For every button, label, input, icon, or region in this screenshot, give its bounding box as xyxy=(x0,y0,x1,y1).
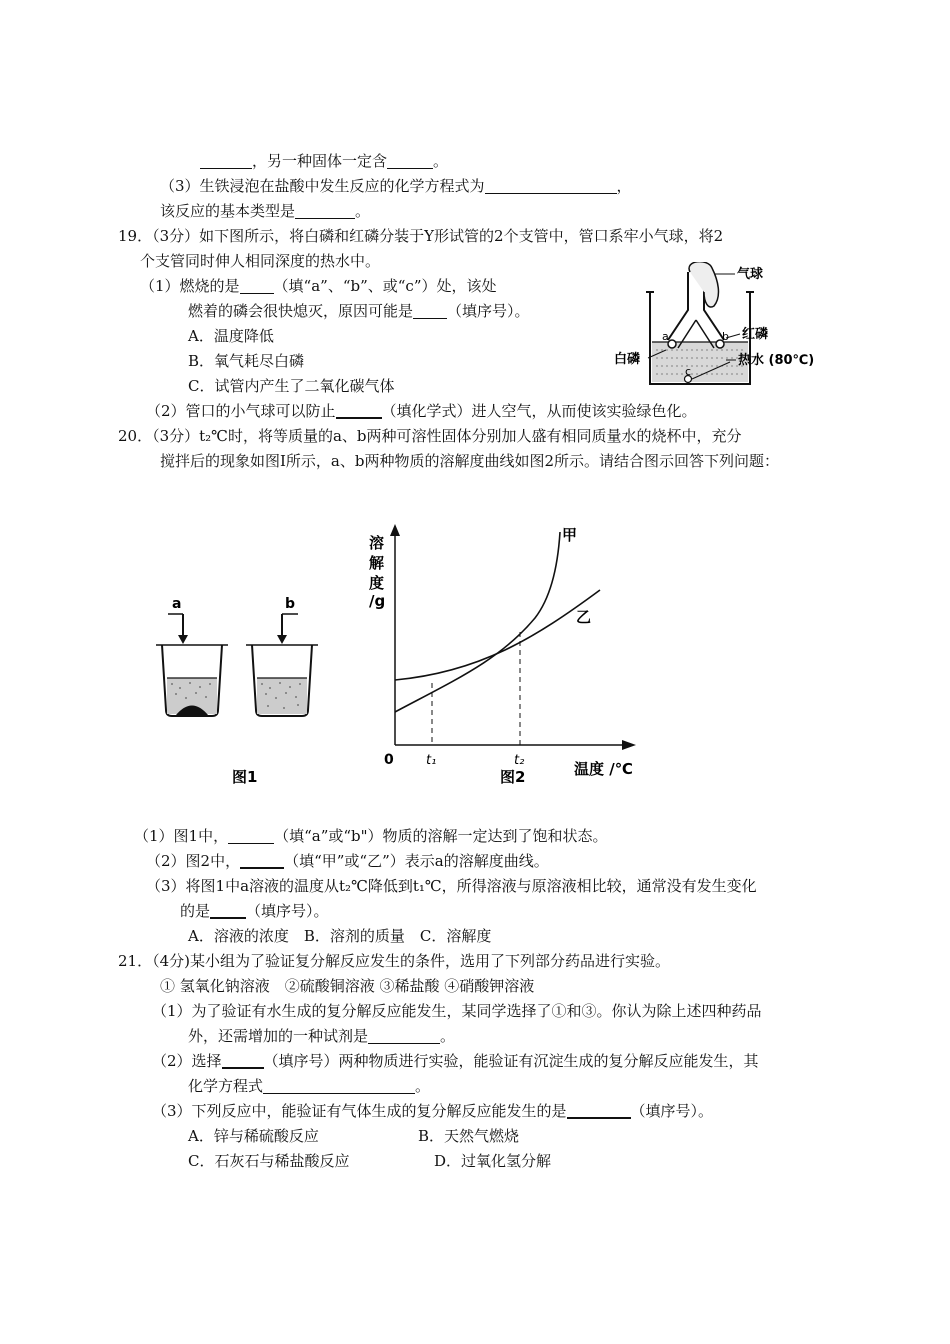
q19-option-b: B．氧气耗尽白磷 xyxy=(188,352,305,370)
q20-part1: （1）图1中， （填“a”或“b"）物质的溶解一定达到了饱和状态。 xyxy=(134,827,608,845)
answer-blank[interactable] xyxy=(295,202,355,219)
svg-text:/g: /g xyxy=(369,592,386,610)
curve-yi xyxy=(395,590,600,680)
white-phosphorus-label: 白磷 xyxy=(614,352,641,367)
answer-blank[interactable] xyxy=(413,302,447,319)
q19-part1-line2: 燃着的磷会很快熄灭，原因可能是 （填序号）。 xyxy=(188,302,530,320)
figure-1-caption: 图1 xyxy=(232,768,258,786)
q21-option-b: B．天然气燃烧 xyxy=(418,1127,520,1145)
answer-blank[interactable] xyxy=(485,177,617,194)
q19-stem: 19．（3分）如下图所示，将白磷和红磷分装于Y形试管的2个支管中，管口系牢小气球，将2 xyxy=(118,227,724,245)
y-tube-apparatus-figure xyxy=(600,262,830,392)
answer-blank[interactable] xyxy=(368,1027,440,1044)
beaker-b xyxy=(246,596,318,716)
figure-1-beakers xyxy=(148,590,348,790)
answer-blank[interactable] xyxy=(200,152,252,169)
figure-2-caption: 图2 xyxy=(500,768,526,786)
q20-options: A．溶液的浓度 B．溶剂的质量 C．溶解度 xyxy=(188,927,492,945)
svg-text:溶: 溶 xyxy=(369,534,385,552)
point-a-label: a xyxy=(662,330,669,343)
curve-jia-label: 甲 xyxy=(562,526,578,544)
q18-part3-line2: 该反应的基本类型是 。 xyxy=(160,202,371,220)
q20-stem: 20．（3分）t₂℃时，将等质量的a、b两种可溶性固体分别加人盛有相同质量水的烧杯中，充分 xyxy=(118,427,742,445)
q21-stem: 21．（4分)某小组为了验证复分解反应发生的条件，选用了下列部分药品进行实验。 xyxy=(118,952,670,970)
answer-blank[interactable] xyxy=(240,851,284,869)
q19-option-c: C．试管内产生了二氧化碳气体 xyxy=(188,377,395,395)
q20-part3-line2: 的是 （填序号）。 xyxy=(180,902,329,920)
q20-stem-line2: 搅拌后的现象如图I所示，a、b两种物质的溶解度曲线如图2所示。请结合图示回答下列问题： xyxy=(160,452,780,470)
t1-tick-label: t₁ xyxy=(426,753,437,768)
q18-part3: （3）生铁浸泡在盐酸中发生反应的化学方程式为 ， xyxy=(160,177,632,195)
hot-water-label: 热水 (80℃) xyxy=(738,353,815,368)
origin-label: 0 xyxy=(384,752,394,768)
q19-option-a: A．温度降低 xyxy=(188,327,274,345)
q21-option-c: C．石灰石与稀盐酸反应 xyxy=(188,1152,350,1170)
svg-text:度: 度 xyxy=(369,574,385,592)
curve-yi-label: 乙 xyxy=(576,608,592,626)
q21-part1: （1）为了验证有水生成的复分解反应能发生，某同学选择了①和③。你认为除上述四种药品 xyxy=(152,1002,762,1020)
t2-tick-label: t₂ xyxy=(514,753,525,768)
red-phosphorus-label: 红磷 xyxy=(742,327,769,342)
answer-blank[interactable] xyxy=(240,277,274,294)
q18-continuation: ，另一种固体一定含 。 xyxy=(200,150,448,172)
q21-reagents: ① 氢氧化钠溶液 ②硫酸铜溶液 ③稀盐酸 ④硝酸钾溶液 xyxy=(160,977,535,995)
label-a: a xyxy=(172,596,182,612)
q21-option-d: D．过氧化氢分解 xyxy=(434,1152,552,1170)
answer-blank[interactable] xyxy=(263,1077,415,1094)
beaker-a xyxy=(156,596,228,716)
q19-part2: （2）管口的小气球可以防止 （填化学式）进人空气，从而使该实验绿色化。 xyxy=(146,402,697,420)
q21-part2: （2）选择 （填序号）两种物质进行实验，能验证有沉淀生成的复分解反应能发生，其 xyxy=(152,1052,759,1070)
q21-part1-line2: 外，还需增加的一种试剂是 。 xyxy=(188,1027,456,1045)
answer-blank[interactable] xyxy=(210,901,246,919)
q20-part3: （3）将图1中a溶液的温度从t₂℃降低到t₁℃，所得溶液与原溶液相比较，通常没有发生变化 xyxy=(146,877,757,895)
figure-2-solubility-chart xyxy=(360,520,660,795)
q21-part2-line2: 化学方程式 。 xyxy=(188,1077,431,1095)
x-axis-label: 温度 /℃ xyxy=(574,760,633,778)
label-b: b xyxy=(285,596,296,612)
q19-stem-line2: 个支管同时伸人相同深度的热水中。 xyxy=(140,252,381,270)
q19-part1: （1）燃烧的是 （填“a”、“b”、或“c”）处，该处 xyxy=(140,277,497,295)
svg-text:解: 解 xyxy=(369,554,385,572)
balloon-label: 气球 xyxy=(737,267,764,282)
q21-option-a: A．锌与稀硫酸反应 xyxy=(188,1127,319,1145)
curve-jia xyxy=(395,532,560,712)
point-b-label: b xyxy=(722,330,729,343)
answer-blank[interactable] xyxy=(336,401,382,419)
q20-part2: （2）图2中， （填“甲”或“乙”）表示a的溶解度曲线。 xyxy=(146,852,549,870)
answer-blank[interactable] xyxy=(228,827,274,844)
answer-blank[interactable] xyxy=(567,1101,631,1119)
point-c-label: c xyxy=(685,365,692,378)
answer-blank[interactable] xyxy=(222,1051,264,1069)
q21-part3: （3）下列反应中，能验证有气体生成的复分解反应能发生的是 （填序号）。 xyxy=(152,1102,714,1120)
answer-blank[interactable] xyxy=(387,152,433,169)
y-axis-label xyxy=(369,534,385,610)
